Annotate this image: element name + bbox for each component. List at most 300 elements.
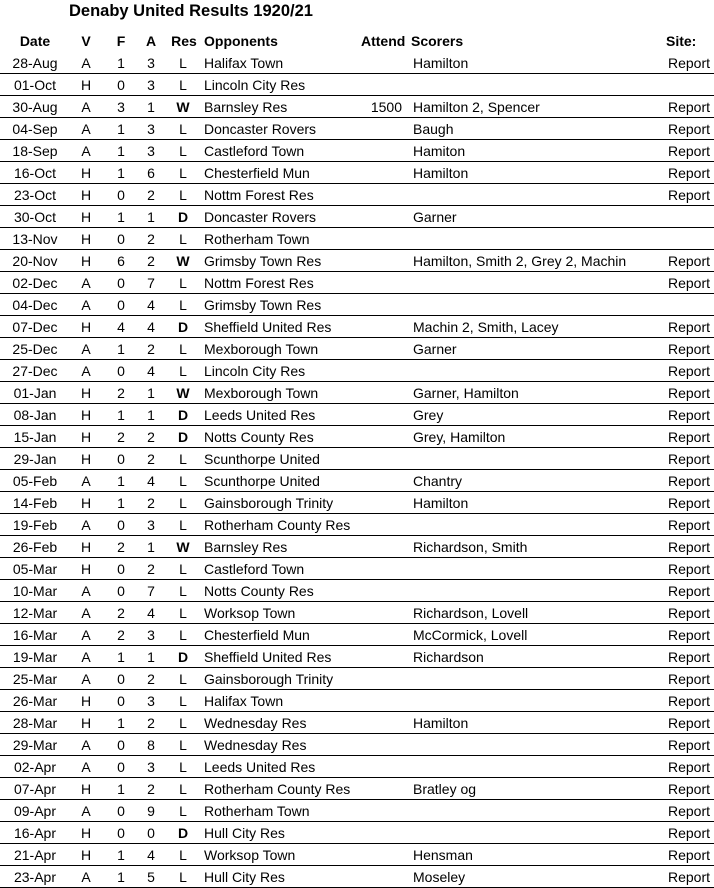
header-attendance: Attend — [361, 33, 406, 49]
opponent-name: Barnsley Res — [204, 539, 288, 555]
match-venue: H — [80, 561, 92, 577]
report-link[interactable]: Report — [667, 715, 710, 731]
opponent-name: Notts County Res — [204, 429, 314, 445]
scorers: Hamilton 2, Spencer — [413, 99, 540, 115]
opponent-name: Nottm Forest Res — [204, 275, 314, 291]
match-venue: A — [81, 583, 91, 599]
match-venue: H — [80, 825, 92, 841]
report-link[interactable]: Report — [667, 341, 710, 357]
match-venue: H — [80, 495, 92, 511]
match-result: L — [179, 869, 187, 885]
goals-against: 0 — [147, 825, 155, 841]
goals-against: 2 — [147, 715, 155, 731]
match-result: L — [179, 143, 187, 159]
table-row — [0, 96, 714, 118]
report-link[interactable]: Report — [667, 825, 710, 841]
report-link[interactable]: Report — [667, 363, 710, 379]
goals-against: 2 — [147, 495, 155, 511]
header-result: Res — [171, 33, 197, 49]
match-date: 28-Mar — [12, 715, 58, 731]
match-date: 01-Jan — [13, 385, 57, 401]
opponent-name: Wednesday Res — [204, 715, 307, 731]
opponent-name: Sheffield United Res — [204, 649, 332, 665]
goals-against: 2 — [147, 781, 155, 797]
report-link[interactable]: Report — [667, 671, 710, 687]
match-result: D — [177, 825, 189, 841]
match-date: 15-Jan — [13, 429, 57, 445]
match-date: 08-Jan — [13, 407, 57, 423]
opponent-name: Worksop Town — [204, 847, 296, 863]
match-venue: H — [80, 165, 92, 181]
opponent-name: Castleford Town — [204, 143, 305, 159]
table-row — [0, 338, 714, 360]
opponent-name: Doncaster Rovers — [204, 209, 317, 225]
report-link[interactable]: Report — [667, 451, 710, 467]
table-row — [0, 734, 714, 756]
report-link[interactable]: Report — [667, 407, 710, 423]
goals-against: 4 — [147, 363, 155, 379]
table-row — [0, 866, 714, 888]
goals-for: 4 — [117, 319, 125, 335]
goals-for: 1 — [117, 781, 125, 797]
report-link[interactable]: Report — [667, 561, 710, 577]
table-row — [0, 140, 714, 162]
goals-for: 0 — [117, 825, 125, 841]
table-row — [0, 448, 714, 470]
goals-against: 2 — [147, 341, 155, 357]
table-row — [0, 184, 714, 206]
goals-against: 4 — [147, 319, 155, 335]
table-row — [0, 360, 714, 382]
opponent-name: Mexborough Town — [204, 341, 319, 357]
scorers: Hensman — [413, 847, 473, 863]
goals-against: 6 — [147, 165, 155, 181]
match-result: L — [179, 693, 187, 709]
match-venue: H — [80, 539, 92, 555]
scorers: Garner — [413, 341, 457, 357]
table-row — [0, 844, 714, 866]
match-result: D — [177, 649, 189, 665]
opponent-name: Grimsby Town Res — [204, 297, 322, 313]
scorers: Hamiton — [413, 143, 466, 159]
table-row — [0, 756, 714, 778]
match-venue: H — [80, 451, 92, 467]
goals-for: 1 — [117, 495, 125, 511]
table-row — [0, 52, 714, 74]
match-venue: A — [81, 869, 91, 885]
opponent-name: Rotherham Town — [204, 803, 310, 819]
opponent-name: Scunthorpe United — [204, 451, 320, 467]
table-row — [0, 316, 714, 338]
goals-for: 0 — [117, 297, 125, 313]
goals-against: 3 — [147, 759, 155, 775]
goals-for: 1 — [117, 869, 125, 885]
match-result: L — [179, 165, 187, 181]
scorers: Chantry — [413, 473, 463, 489]
table-row — [0, 118, 714, 140]
match-venue: A — [81, 121, 91, 137]
scorers: Richardson, Smith — [413, 539, 528, 555]
scorers: Hamilton — [413, 715, 469, 731]
goals-for: 0 — [117, 363, 125, 379]
scorers: Machin 2, Smith, Lacey — [413, 319, 559, 335]
match-result: W — [176, 99, 190, 115]
table-row — [0, 690, 714, 712]
scorers: Hamilton — [413, 495, 469, 511]
match-result: L — [179, 715, 187, 731]
match-venue: A — [81, 363, 91, 379]
match-date: 14-Feb — [12, 495, 58, 511]
report-link[interactable]: Report — [667, 55, 710, 71]
table-row — [0, 228, 714, 250]
table-row — [0, 426, 714, 448]
scorers: Moseley — [413, 869, 466, 885]
goals-against: 2 — [147, 253, 155, 269]
goals-against: 5 — [147, 869, 155, 885]
goals-for: 2 — [117, 385, 125, 401]
match-date: 05-Mar — [12, 561, 58, 577]
table-row — [0, 646, 714, 668]
goals-against: 7 — [147, 275, 155, 291]
goals-for: 0 — [117, 77, 125, 93]
goals-for: 2 — [117, 539, 125, 555]
scorers: Hamilton — [413, 55, 469, 71]
goals-against: 1 — [147, 209, 155, 225]
report-link[interactable]: Report — [667, 649, 710, 665]
report-link[interactable]: Report — [667, 495, 710, 511]
goals-against: 4 — [147, 847, 155, 863]
opponent-name: Hull City Res — [204, 869, 285, 885]
match-venue: A — [81, 627, 91, 643]
match-result: L — [179, 297, 187, 313]
scorers: Hamilton — [413, 165, 469, 181]
report-link[interactable]: Report — [667, 781, 710, 797]
goals-for: 1 — [117, 55, 125, 71]
match-result: L — [179, 803, 187, 819]
goals-for: 0 — [117, 671, 125, 687]
opponent-name: Rotherham County Res — [204, 781, 351, 797]
goals-against: 2 — [147, 671, 155, 687]
match-result: L — [179, 517, 187, 533]
table-row — [0, 580, 714, 602]
goals-for: 6 — [117, 253, 125, 269]
match-date: 25-Mar — [12, 671, 58, 687]
table-row — [0, 206, 714, 228]
match-date: 02-Apr — [13, 759, 57, 775]
match-date: 09-Apr — [13, 803, 57, 819]
match-date: 30-Oct — [13, 209, 56, 225]
match-date: 07-Dec — [12, 319, 58, 335]
table-row — [0, 492, 714, 514]
goals-against: 3 — [147, 143, 155, 159]
goals-against: 1 — [147, 539, 155, 555]
table-row — [0, 250, 714, 272]
report-link[interactable]: Report — [667, 759, 710, 775]
match-date: 01-Oct — [13, 77, 56, 93]
goals-for: 2 — [117, 429, 125, 445]
goals-against: 3 — [147, 627, 155, 643]
table-row — [0, 514, 714, 536]
table-row — [0, 74, 714, 96]
match-venue: A — [81, 275, 91, 291]
goals-for: 2 — [117, 627, 125, 643]
match-venue: H — [80, 407, 92, 423]
match-date: 29-Mar — [12, 737, 58, 753]
match-result: L — [179, 473, 187, 489]
table-row — [0, 162, 714, 184]
match-result: L — [179, 627, 187, 643]
table-row — [0, 822, 714, 844]
header-venue: V — [81, 33, 91, 49]
match-date: 04-Sep — [12, 121, 58, 137]
goals-for: 0 — [117, 803, 125, 819]
report-link[interactable]: Report — [667, 429, 710, 445]
goals-for: 0 — [117, 737, 125, 753]
opponent-name: Grimsby Town Res — [204, 253, 322, 269]
table-row — [0, 470, 714, 492]
opponent-name: Castleford Town — [204, 561, 305, 577]
match-result: W — [176, 539, 190, 555]
table-row — [0, 624, 714, 646]
goals-against: 4 — [147, 605, 155, 621]
match-date: 18-Sep — [12, 143, 58, 159]
goals-against: 3 — [147, 55, 155, 71]
match-venue: H — [80, 781, 92, 797]
match-venue: A — [81, 55, 91, 71]
opponent-name: Rotherham County Res — [204, 517, 351, 533]
report-link[interactable]: Report — [667, 385, 710, 401]
match-date: 23-Oct — [13, 187, 56, 203]
report-link[interactable]: Report — [667, 275, 710, 291]
match-result: L — [179, 495, 187, 511]
report-link[interactable]: Report — [667, 803, 710, 819]
opponent-name: Hull City Res — [204, 825, 285, 841]
goals-for: 1 — [117, 649, 125, 665]
opponent-name: Wednesday Res — [204, 737, 307, 753]
match-venue: H — [80, 209, 92, 225]
goals-against: 4 — [147, 297, 155, 313]
match-date: 25-Dec — [12, 341, 58, 357]
scorers: McCormick, Lovell — [413, 627, 528, 643]
goals-against: 1 — [147, 99, 155, 115]
report-link[interactable]: Report — [667, 319, 710, 335]
scorers: Garner, Hamilton — [413, 385, 519, 401]
match-date: 29-Jan — [13, 451, 57, 467]
page-title: Denaby United Results 1920/21 — [69, 2, 313, 20]
match-venue: H — [80, 429, 92, 445]
opponent-name: Leeds United Res — [204, 759, 316, 775]
match-date: 07-Apr — [13, 781, 57, 797]
goals-against: 1 — [147, 407, 155, 423]
opponent-name: Gainsborough Trinity — [204, 495, 334, 511]
goals-for: 0 — [117, 759, 125, 775]
match-result: W — [176, 253, 190, 269]
match-result: L — [179, 605, 187, 621]
match-venue: H — [80, 231, 92, 247]
match-venue: H — [80, 77, 92, 93]
goals-for: 0 — [117, 275, 125, 291]
report-link[interactable]: Report — [667, 187, 710, 203]
match-venue: A — [81, 143, 91, 159]
opponent-name: Worksop Town — [204, 605, 296, 621]
opponent-name: Halifax Town — [204, 693, 284, 709]
match-venue: A — [81, 605, 91, 621]
match-venue: A — [81, 341, 91, 357]
match-result: L — [179, 759, 187, 775]
goals-against: 3 — [147, 77, 155, 93]
goals-for: 3 — [117, 99, 125, 115]
goals-against: 2 — [147, 561, 155, 577]
header-for: F — [116, 33, 126, 49]
report-link[interactable]: Report — [667, 583, 710, 599]
goals-for: 0 — [117, 231, 125, 247]
table-row — [0, 536, 714, 558]
opponent-name: Mexborough Town — [204, 385, 319, 401]
opponent-name: Chesterfield Mun — [204, 165, 310, 181]
scorers: Bratley og — [413, 781, 477, 797]
table-row — [0, 602, 714, 624]
match-venue: A — [81, 297, 91, 313]
scorers: Richardson, Lovell — [413, 605, 529, 621]
goals-against: 3 — [147, 121, 155, 137]
report-link[interactable]: Report — [667, 539, 710, 555]
goals-for: 1 — [117, 209, 125, 225]
match-date: 05-Feb — [12, 473, 58, 489]
goals-against: 2 — [147, 429, 155, 445]
header-opponents: Opponents — [204, 33, 278, 49]
opponent-name: Leeds United Res — [204, 407, 316, 423]
goals-for: 1 — [117, 165, 125, 181]
match-result: L — [179, 363, 187, 379]
goals-for: 0 — [117, 187, 125, 203]
match-date: 20-Nov — [12, 253, 58, 269]
table-header — [0, 32, 714, 52]
match-venue: H — [80, 847, 92, 863]
match-date: 19-Mar — [12, 649, 58, 665]
goals-against: 3 — [147, 517, 155, 533]
opponent-name: Notts County Res — [204, 583, 314, 599]
header-site: Site: — [666, 33, 697, 49]
match-result: W — [176, 385, 190, 401]
match-date: 12-Mar — [12, 605, 58, 621]
report-link[interactable]: Report — [667, 737, 710, 753]
match-date: 23-Apr — [13, 869, 57, 885]
match-date: 02-Dec — [12, 275, 58, 291]
goals-against: 4 — [147, 473, 155, 489]
opponent-name: Halifax Town — [204, 55, 284, 71]
report-link[interactable]: Report — [667, 627, 710, 643]
match-result: D — [177, 407, 189, 423]
opponent-name: Chesterfield Mun — [204, 627, 310, 643]
report-link[interactable]: Report — [667, 253, 710, 269]
match-result: L — [179, 55, 187, 71]
match-date: 04-Dec — [12, 297, 58, 313]
report-link[interactable]: Report — [667, 847, 710, 863]
goals-for: 1 — [117, 121, 125, 137]
match-result: L — [179, 737, 187, 753]
table-row — [0, 712, 714, 734]
table-row — [0, 272, 714, 294]
report-link[interactable]: Report — [667, 605, 710, 621]
match-venue: A — [81, 759, 91, 775]
goals-for: 1 — [117, 143, 125, 159]
report-link[interactable]: Report — [667, 165, 710, 181]
match-result: L — [179, 231, 187, 247]
report-link[interactable]: Report — [667, 473, 710, 489]
report-link[interactable]: Report — [667, 121, 710, 137]
report-link[interactable]: Report — [667, 693, 710, 709]
goals-against: 1 — [147, 385, 155, 401]
match-date: 13-Nov — [12, 231, 58, 247]
table-row — [0, 382, 714, 404]
goals-against: 2 — [147, 187, 155, 203]
scorers: Richardson — [413, 649, 484, 665]
match-date: 10-Mar — [12, 583, 58, 599]
opponent-name: Scunthorpe United — [204, 473, 320, 489]
match-result: L — [179, 341, 187, 357]
match-result: L — [179, 561, 187, 577]
match-date: 16-Mar — [12, 627, 58, 643]
goals-against: 8 — [147, 737, 155, 753]
match-venue: A — [81, 99, 91, 115]
goals-against: 3 — [147, 693, 155, 709]
opponent-name: Lincoln City Res — [204, 77, 306, 93]
goals-against: 9 — [147, 803, 155, 819]
match-venue: A — [81, 737, 91, 753]
opponent-name: Doncaster Rovers — [204, 121, 317, 137]
match-venue: A — [81, 649, 91, 665]
match-date: 30-Aug — [12, 99, 58, 115]
opponent-name: Nottm Forest Res — [204, 187, 314, 203]
match-date: 21-Apr — [13, 847, 57, 863]
match-venue: H — [80, 319, 92, 335]
scorers: Baugh — [413, 121, 454, 137]
match-result: L — [179, 781, 187, 797]
table-row — [0, 404, 714, 426]
opponent-name: Rotherham Town — [204, 231, 310, 247]
report-link[interactable]: Report — [667, 517, 710, 533]
header-against: A — [145, 33, 157, 49]
match-result: L — [179, 121, 187, 137]
match-venue: H — [80, 187, 92, 203]
goals-against: 7 — [147, 583, 155, 599]
scorers: Garner — [413, 209, 457, 225]
opponent-name: Lincoln City Res — [204, 363, 306, 379]
match-date: 28-Aug — [12, 55, 58, 71]
scorers: Hamilton, Smith 2, Grey 2, Machin — [413, 253, 627, 269]
table-row — [0, 558, 714, 580]
table-row — [0, 294, 714, 316]
header-scorers: Scorers — [411, 33, 464, 49]
table-row — [0, 778, 714, 800]
report-link[interactable]: Report — [667, 869, 710, 885]
match-result: D — [177, 429, 189, 445]
report-link[interactable]: Report — [667, 143, 710, 159]
match-result: L — [179, 583, 187, 599]
match-venue: A — [81, 473, 91, 489]
match-result: L — [179, 451, 187, 467]
goals-for: 0 — [117, 517, 125, 533]
report-link[interactable]: Report — [667, 99, 710, 115]
match-result: D — [177, 209, 189, 225]
match-result: L — [179, 275, 187, 291]
goals-for: 0 — [117, 561, 125, 577]
match-result: L — [179, 847, 187, 863]
goals-for: 2 — [117, 605, 125, 621]
match-venue: A — [81, 803, 91, 819]
goals-for: 1 — [117, 847, 125, 863]
scorers: Grey — [413, 407, 444, 423]
